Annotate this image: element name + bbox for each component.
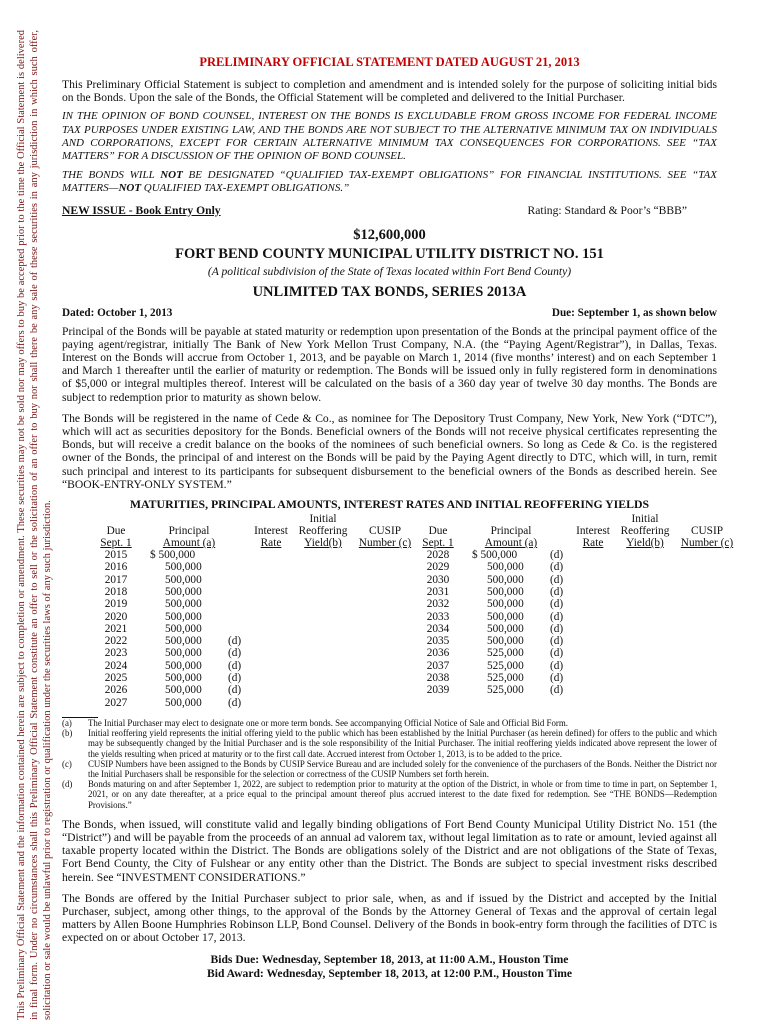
col-header: Reoffering — [298, 525, 348, 538]
maturity-amount: 500,000 — [165, 585, 202, 598]
maturity-note — [228, 561, 248, 573]
footnote-text: CUSIP Numbers have been assigned to the Bonds by CUSIP Service Bureau and are included solely for the convenience of the purchasers of the Bonds. Neither the District nor the Initial Purchasers shall be responsible for the selection or correctness of the CUSIP Numbers set forth herein. — [88, 758, 717, 779]
footnote — [62, 779, 717, 810]
maturity-amount: 525,000 — [487, 672, 524, 685]
maturity-note: (d) — [550, 684, 564, 697]
maturity-year: 2021 — [104, 622, 128, 635]
col-interest — [250, 513, 292, 709]
registration-paragraph: The Bonds will be registered in the name of Cede & Co., as nominee for The Depository Trust Company, New York, New York (“DTC”), which will act as securities depository for the Bonds. Beneficial owners of the Bonds will not receive physical certificates representing the Bonds, but will receive a credit balance on the books of the nominees of such beneficial owners. So long as Cede & Co. is the registered owner of the Bonds, the principal of and interest on the Bonds will be paid by the Paying Agent directly to DTC, which will, in turn, remit such principal and interest to its participants for subsequent disbursement to the beneficial owners of the Bonds as described herein. See “BOOK-ENTRY-ONLY SYSTEM.” — [62, 411, 717, 491]
designation-pre: THE BONDS WILL — [62, 169, 161, 182]
maturity-year: 2033 — [426, 610, 450, 623]
col-due — [414, 513, 462, 709]
page-title: PRELIMINARY OFFICIAL STATEMENT DATED AUGUST 21, 2013 — [199, 55, 580, 69]
col-header: Sept. 1 — [422, 537, 454, 550]
col-header: Number (c) — [680, 537, 734, 550]
maturity-amount: 500,000 — [165, 622, 202, 635]
intro-paragraph: This Preliminary Official Statement is subject to completion and amendment and is intended solely for the purpose of soliciting initial bids on the Bonds. Upon the sale of the Bonds, the Official Statement will be completed and delivered to the Initial Purchaser. — [62, 78, 717, 105]
col-header: Initial — [631, 513, 659, 526]
footnotes — [62, 718, 717, 810]
col-header: Due — [428, 525, 448, 538]
maturity-note: (d) — [550, 561, 564, 574]
maturity-year: 2017 — [104, 573, 128, 586]
maturity-amount: 500,000 — [487, 573, 524, 586]
maturity-amount: 500,000 — [165, 659, 202, 672]
maturity-amount: 500,000 — [487, 598, 524, 611]
col-cusip — [678, 513, 736, 709]
bids-due: Bids Due: Wednesday, September 18, 2013, at 11:00 A.M., Houston Time — [210, 952, 569, 966]
maturity-year: 2031 — [426, 585, 450, 598]
maturities-right — [414, 513, 736, 709]
maturity-note — [228, 549, 248, 561]
maturity-year: 2039 — [426, 684, 450, 697]
col-header: Yield(b) — [304, 537, 342, 550]
maturity-note: (d) — [550, 672, 564, 685]
maturity-year: 2030 — [426, 573, 450, 586]
maturity-year: 2035 — [426, 635, 450, 648]
maturity-amount: 500,000 — [487, 585, 524, 598]
col-header: Yield(b) — [626, 537, 664, 550]
col-principal — [472, 513, 550, 709]
maturity-year: 2032 — [426, 598, 450, 611]
footnote — [62, 728, 717, 759]
col-header: Interest — [576, 525, 610, 538]
col-header: Principal — [490, 525, 532, 538]
col-header: Principal — [168, 525, 210, 538]
col-header: Interest — [254, 525, 288, 538]
sidebar-disclaimer — [15, 30, 55, 1020]
footnote-key: (b) — [62, 728, 73, 739]
maturity-amount: 500,000 — [165, 573, 202, 586]
maturity-amount: 525,000 — [487, 659, 524, 672]
maturity-amount: 525,000 — [487, 684, 524, 697]
bids-block — [62, 953, 717, 981]
maturity-amount: 500,000 — [165, 561, 202, 574]
footnote — [62, 718, 717, 728]
issue-rating-row — [62, 204, 717, 217]
maturity-note — [228, 598, 248, 610]
designation-post: QUALIFIED TAX-EXEMPT OBLIGATIONS.” — [141, 182, 350, 195]
maturity-note: (d) — [550, 647, 564, 660]
maturity-amount: $ 500,000 — [472, 549, 518, 562]
maturity-year: 2028 — [426, 549, 450, 562]
col-interest — [572, 513, 614, 709]
col-yield — [618, 513, 672, 709]
maturity-year: 2029 — [426, 561, 450, 574]
tax-opinion-paragraph: IN THE OPINION OF BOND COUNSEL, INTEREST ON THE BONDS IS EXCLUDABLE FROM GROSS INCOME FOR FEDERAL INCOME TAX PURPOSES UNDER EXISTING LAW, AND THE BONDS ARE NOT SUBJECT TO THE ALTERNATIVE MINIMUM TAX ON INDIVIDUALS AND CORPORATIONS, EXCEPT FOR CERTAIN ALTERNATIVE MINIMUM TAX CONSEQUENCES FOR CORPORATIONS. SEE “TAX MATTERS” FOR A DISCUSSION OF THE OPINION OF BOND COUNSEL. — [62, 110, 717, 163]
maturity-amount: 500,000 — [165, 598, 202, 611]
maturities-title: MATURITIES, PRINCIPAL AMOUNTS, INTEREST RATES AND INITIAL REOFFERING YIELDS — [129, 497, 650, 512]
maturity-year: 2038 — [426, 672, 450, 685]
bid-award: Bid Award: Wednesday, September 18, 2013, at 12:00 P.M., Houston Time — [206, 966, 573, 980]
designation-not-2: NOT — [118, 182, 142, 195]
col-header: Reoffering — [620, 525, 670, 538]
col-principal — [150, 513, 228, 709]
issue-amount: $12,600,000 — [353, 226, 426, 243]
footnote-key: (a) — [62, 717, 72, 728]
maturity-year: 2026 — [104, 684, 128, 697]
col-header: CUSIP — [690, 525, 724, 538]
footnote-text: The Initial Purchaser may elect to designate one or more term bonds. See accompanying Official Notice of Sale and Official Bid Form. — [88, 717, 569, 728]
footnote — [62, 759, 717, 779]
maturity-year: 2020 — [104, 610, 128, 623]
col-cusip — [356, 513, 414, 709]
maturity-year: 2023 — [104, 647, 128, 660]
footnote-text: Bonds maturing on and after September 1, 2022, are subject to redemption prior to maturity at the option of the District, in whole or from time to time in part, on September 1, 2021, or on any date thereafter, at a price equal to the principal amount thereof plus accrued interest to the date fixed for redemption. See “THE BONDS—Redemption Provisions.” — [88, 779, 717, 810]
maturity-note — [228, 586, 248, 598]
maturity-note: (d) — [550, 549, 564, 562]
maturity-note: (d) — [550, 659, 564, 672]
sidebar-notice-text: This Preliminary Official Statement and the information contained herein are subject to completion or amendment. These securities may not be sold nor may offers to buy be accepted prior to the time the Official Statement is delivered in final form. Under no circumstances shall this Preliminary Official Statement constitute an offer to sell or the solicitation of an offer to buy nor shall there be any sale of these securities in any jurisdiction in which such offer, solicitation or sale would be unlawful prior to registration or qualification under the securities laws of any such jurisdiction. — [16, 30, 53, 1020]
col-header: Sept. 1 — [100, 537, 132, 550]
maturity-year: 2015 — [104, 549, 128, 562]
maturity-amount: 500,000 — [165, 684, 202, 697]
due-label: Due: September 1, as shown below — [551, 306, 717, 319]
col-due — [92, 513, 140, 709]
offering-paragraph: The Bonds are offered by the Initial Purchaser subject to prior sale, when, as and if issued by the District and accepted by the Initial Purchaser, subject, among other things, to the approval of the Bonds by the Attorney General of Texas and the approval of certain legal matters by Allen Boone Humphries Robinson LLP, Bond Counsel. Delivery of the Bonds in book-entry form through the facilities of DTC is expected on or about October 17, 2013. — [62, 891, 717, 945]
col-header: Rate — [260, 537, 282, 550]
col-header: Amount (a) — [484, 537, 538, 550]
maturity-note: (d) — [228, 672, 242, 685]
maturity-note — [228, 574, 248, 586]
maturity-note: (d) — [550, 635, 564, 648]
issue-type: NEW ISSUE - Book Entry Only — [62, 203, 221, 217]
col-header: Rate — [582, 537, 604, 550]
maturity-note: (d) — [228, 647, 242, 660]
maturity-amount: 500,000 — [165, 610, 202, 623]
col-note — [550, 513, 570, 709]
maturity-amount: 500,000 — [487, 635, 524, 648]
obligation-paragraph: The Bonds, when issued, will constitute valid and legally binding obligations of Fort Bend County Municipal Utility District No. 151 (the “District”) and will be payable from the proceeds of an annual ad valorem tax, without legal limitation as to rate or amount, levied against all taxable property located within the District. The Bonds are obligations solely of the District and are not obligations of the State of Texas, Fort Bend County, the City of Fulshear or any entity other than the District. The Bonds are subject to special investment risks described herein. See “INVESTMENT CONSIDERATIONS.” — [62, 817, 717, 884]
document-page — [62, 55, 734, 981]
maturity-note: (d) — [550, 610, 564, 623]
maturity-amount: 500,000 — [165, 647, 202, 660]
designation-paragraph — [62, 169, 717, 195]
designation-mid: BE DESIGNATED “QUALIFIED TAX-EXEMPT OBLIGATIONS” FOR FINANCIAL INSTITUTIONS. SEE “TAX MATTERS— — [62, 169, 717, 195]
issuer-name: FORT BEND COUNTY MUNICIPAL UTILITY DISTRICT NO. 151 — [175, 245, 604, 262]
maturity-year: 2024 — [104, 659, 128, 672]
maturity-note: (d) — [550, 598, 564, 611]
maturity-amount: 500,000 — [165, 635, 202, 648]
maturity-amount: 525,000 — [487, 647, 524, 660]
maturity-amount: 500,000 — [487, 610, 524, 623]
maturities-table — [62, 513, 734, 709]
maturity-year: 2036 — [426, 647, 450, 660]
maturity-year: 2016 — [104, 561, 128, 574]
dates-row — [62, 307, 717, 319]
maturity-amount: 500,000 — [165, 672, 202, 685]
col-header: CUSIP — [368, 525, 402, 538]
col-note — [228, 513, 248, 709]
col-header: Initial — [309, 513, 337, 526]
maturity-year: 2018 — [104, 585, 128, 598]
maturity-note: (d) — [228, 696, 242, 709]
col-header: Number (c) — [358, 537, 412, 550]
maturity-note: (d) — [228, 659, 242, 672]
maturity-amount: 500,000 — [487, 622, 524, 635]
maturity-note: (d) — [550, 585, 564, 598]
maturity-note: (d) — [228, 684, 242, 697]
maturity-note — [228, 611, 248, 623]
maturity-year: 2034 — [426, 622, 450, 635]
maturity-amount: $ 500,000 — [150, 549, 196, 562]
footnote-key: (c) — [62, 758, 72, 769]
issuer-subtitle: (A political subdivision of the State of Texas located within Fort Bend County) — [207, 264, 572, 278]
maturity-amount: 500,000 — [165, 696, 202, 709]
maturity-year: 2019 — [104, 598, 128, 611]
col-header: Due — [106, 525, 126, 538]
maturity-amount: 500,000 — [487, 561, 524, 574]
designation-not-1: NOT — [160, 169, 183, 182]
series-title: UNLIMITED TAX BONDS, SERIES 2013A — [252, 283, 527, 300]
maturities-left — [92, 513, 414, 709]
maturity-year: 2027 — [104, 696, 128, 709]
maturity-note — [228, 623, 248, 635]
maturity-note: (d) — [228, 635, 242, 648]
footnote-key: (d) — [62, 779, 73, 790]
rating: Rating: Standard & Poor’s “BBB” — [527, 203, 687, 217]
maturity-year: 2025 — [104, 672, 128, 685]
principal-paragraph: Principal of the Bonds will be payable at stated maturity or redemption upon presentation of the Bonds at the principal payment office of the paying agent/registrar, initially The Bank of New York Mellon Trust Company, N.A. (the “Paying Agent/Registrar”), in Dallas, Texas. Interest on the Bonds will accrue from October 1, 2013, and be payable on March 1, 2014 (five months’ interest) and on each September 1 and March 1 thereafter until the earlier of maturity or redemption. The Bonds will be issued only in fully registered form in denominations of $5,000 or integral multiples thereof. Interest will be calculated on the basis of a 360 day year of twelve 30 day months. The Bonds are subject to redemption prior to maturity as shown below. — [62, 324, 717, 404]
dated-label: Dated: October 1, 2013 — [62, 306, 173, 319]
maturity-note: (d) — [550, 573, 564, 586]
col-yield — [296, 513, 350, 709]
footnote-text: Initial reoffering yield represents the initial offering yield to the public which has been established by the Initial Purchaser (as herein defined) for offers to the public and which may be subsequently changed by the Initial Purchaser and is the sole responsibility of the Initial Purchaser. The initial reoffering yields indicated above represent the lower of the yields resulting when priced at maturity or to the first call date. Accrued interest from October 1, 2013, is to be added to the price. — [88, 728, 717, 759]
col-header: Amount (a) — [162, 537, 216, 550]
maturity-note: (d) — [550, 622, 564, 635]
maturity-year: 2022 — [104, 635, 128, 648]
maturity-year: 2037 — [426, 659, 450, 672]
